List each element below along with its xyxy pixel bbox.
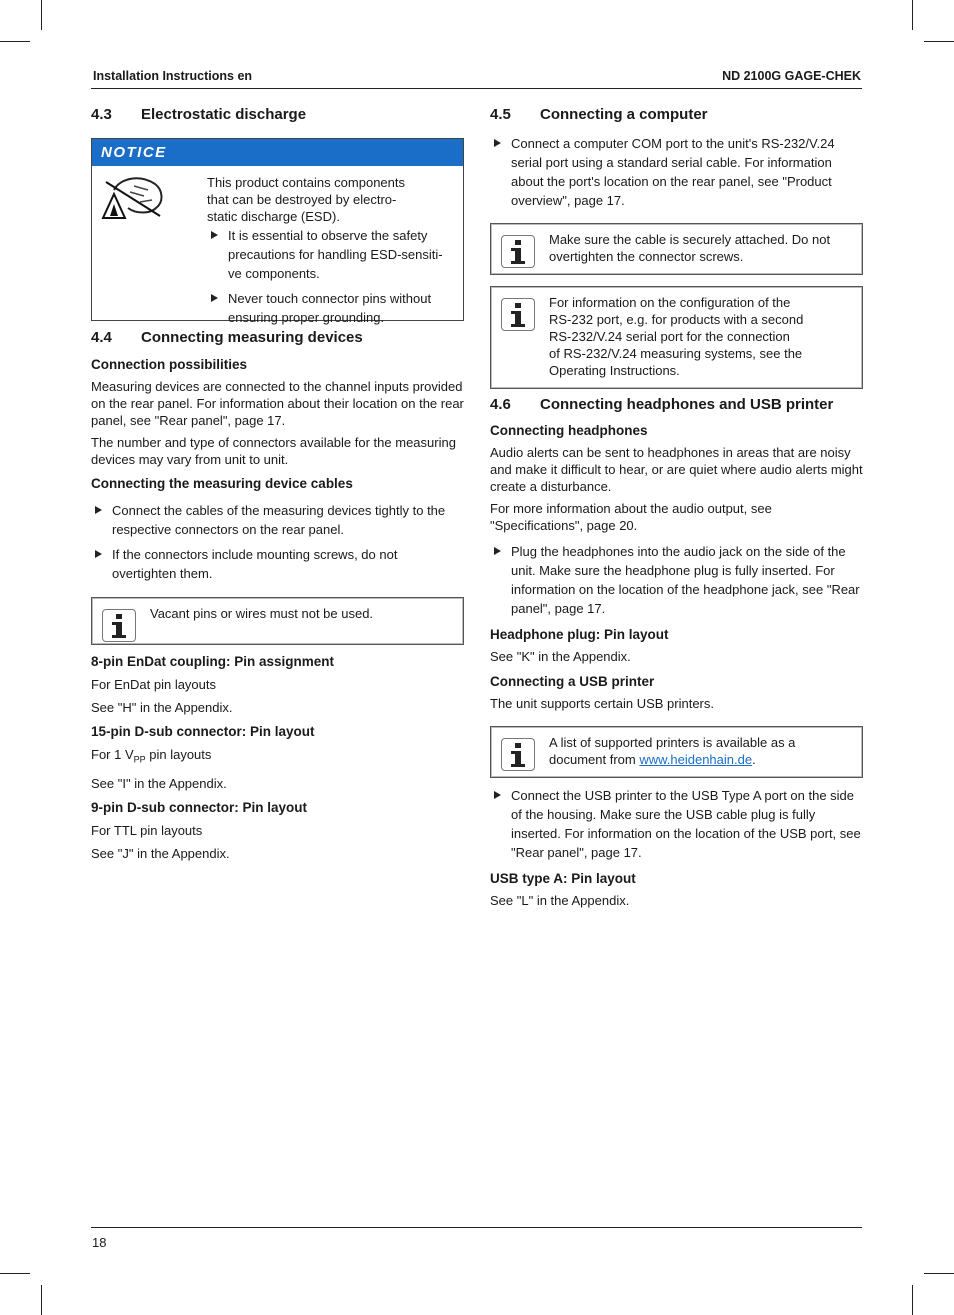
info-box — [490, 223, 863, 275]
subheading: Connecting headphones — [490, 423, 648, 438]
paragraph: See "I" in the Appendix. — [91, 775, 227, 791]
info-box — [490, 726, 863, 778]
left-column — [91, 104, 464, 863]
notice-text: that can be destroyed by electro- — [207, 192, 397, 207]
notice-label: NOTICE — [92, 139, 463, 166]
esd-warning-icon — [100, 172, 168, 226]
paragraph: The number and type of connectors available for the measuring devices may vary from unit to unit. — [91, 435, 456, 467]
subheading: 8-pin EnDat coupling: Pin assignment — [91, 654, 335, 669]
paragraph: The unit supports certain USB printers. — [490, 696, 714, 711]
info-box — [490, 286, 863, 389]
paragraph: For EnDat pin layouts — [91, 677, 217, 692]
subheading: 9-pin D-sub connector: Pin layout — [91, 799, 308, 815]
section-heading: 4.6 Connecting headphones and USB printer — [490, 396, 834, 413]
crop-mark — [0, 1273, 30, 1274]
info-text: For information on the configuration of the — [549, 295, 791, 310]
info-text: RS-232 port, e.g. for products with a second — [549, 312, 804, 327]
list-item: Connect the cables of the measuring devices tightly to the respective connectors on the rear panel. — [91, 501, 464, 539]
page-footer — [91, 1227, 862, 1250]
info-icon — [501, 738, 535, 771]
notice-text: This product contains components — [207, 175, 405, 190]
crop-mark — [41, 0, 42, 30]
heidenhain-link[interactable]: www.heidenhain.de — [639, 752, 753, 767]
paragraph: See "H" in the Appendix. — [91, 700, 233, 715]
section-heading: 4.3 Electrostatic discharge — [91, 106, 307, 123]
info-icon — [102, 609, 136, 642]
list-item: Never touch connector pins without ensuring proper grounding. — [207, 289, 455, 327]
info-icon — [501, 298, 535, 331]
right-column — [490, 104, 863, 910]
section-heading: 4.4 Connecting measuring devices — [91, 329, 363, 346]
page-number: 18 — [92, 1235, 107, 1250]
crop-mark — [924, 1273, 954, 1274]
list-item: Plug the headphones into the audio jack on the side of the unit. Make sure the headphone plug is fully inserted. For information on the location of the headphone jack, see "Rear panel", page 17. — [490, 542, 863, 618]
section-heading: 4.5 Connecting a computer — [490, 106, 708, 123]
page-header — [91, 68, 862, 89]
list-item: It is essential to observe the safety precautions for handling ESD-sensiti-ve components. — [207, 226, 455, 283]
crop-mark — [924, 41, 954, 42]
info-text: A list of supported printers is available as a document from www.heidenhain.de. — [549, 735, 796, 767]
subheading: Connection possibilities — [91, 357, 248, 372]
header-left: Installation Instructions en — [93, 69, 253, 83]
info-text: Vacant pins or wires must not be used. — [150, 606, 374, 621]
paragraph: See "J" in the Appendix. — [91, 845, 230, 861]
paragraph: For more information about the audio output, see "Specifications", page 20. — [490, 501, 772, 533]
list-item: If the connectors include mounting screws, do not overtighten them. — [91, 545, 464, 583]
paragraph: For TTL pin layouts — [91, 822, 203, 838]
subheading: Headphone plug: Pin layout — [490, 627, 669, 642]
crop-mark — [0, 41, 30, 42]
info-text: Operating Instructions. — [549, 363, 680, 378]
info-text: Make sure the cable is securely attached. Do not overtighten the connector screws. — [549, 232, 831, 264]
crop-mark — [912, 0, 913, 30]
crop-mark — [41, 1285, 42, 1315]
notice-box — [91, 138, 464, 325]
info-text: of RS-232/V.24 measuring systems, see the — [549, 346, 803, 361]
paragraph: See "K" in the Appendix. — [490, 649, 631, 664]
subheading: Connecting a USB printer — [490, 674, 655, 689]
paragraph: For 1 $V_{PP}$ pin layouts — [91, 747, 212, 765]
paragraph: See "L" in the Appendix. — [490, 893, 630, 908]
subheading: USB type A: Pin layout — [490, 871, 636, 886]
paragraph: Audio alerts can be sent to headphones in areas that are noisy and make it difficult to hear, or are quiet where audio alerts might create a disturbance. — [490, 445, 863, 494]
list-item: Connect a computer COM port to the unit's RS-232/V.24 serial port using a standard serial cable. For information about the port's location on the rear panel, see "Product overview", page 17. — [490, 134, 863, 210]
notice-text: static discharge (ESD). — [207, 209, 340, 224]
subheading: 15-pin D-sub connector: Pin layout — [91, 724, 315, 739]
paragraph: Measuring devices are connected to the channel inputs provided on the rear panel. For information about their location on the rear panel, see "Rear panel", page 17. — [91, 379, 464, 428]
crop-mark — [912, 1285, 913, 1315]
list-item: Connect the USB printer to the USB Type A port on the side of the housing. Make sure the USB cable plug is fully inserted. For information on the location of the USB port, see "Rear panel", page 17. — [490, 786, 863, 862]
info-box — [91, 597, 464, 645]
header-right: ND 2100G GAGE-CHEK — [722, 69, 861, 83]
subheading: Connecting the measuring device cables — [91, 476, 353, 491]
info-text: RS-232/V.24 serial port for the connection — [549, 329, 790, 344]
info-icon — [501, 235, 535, 268]
